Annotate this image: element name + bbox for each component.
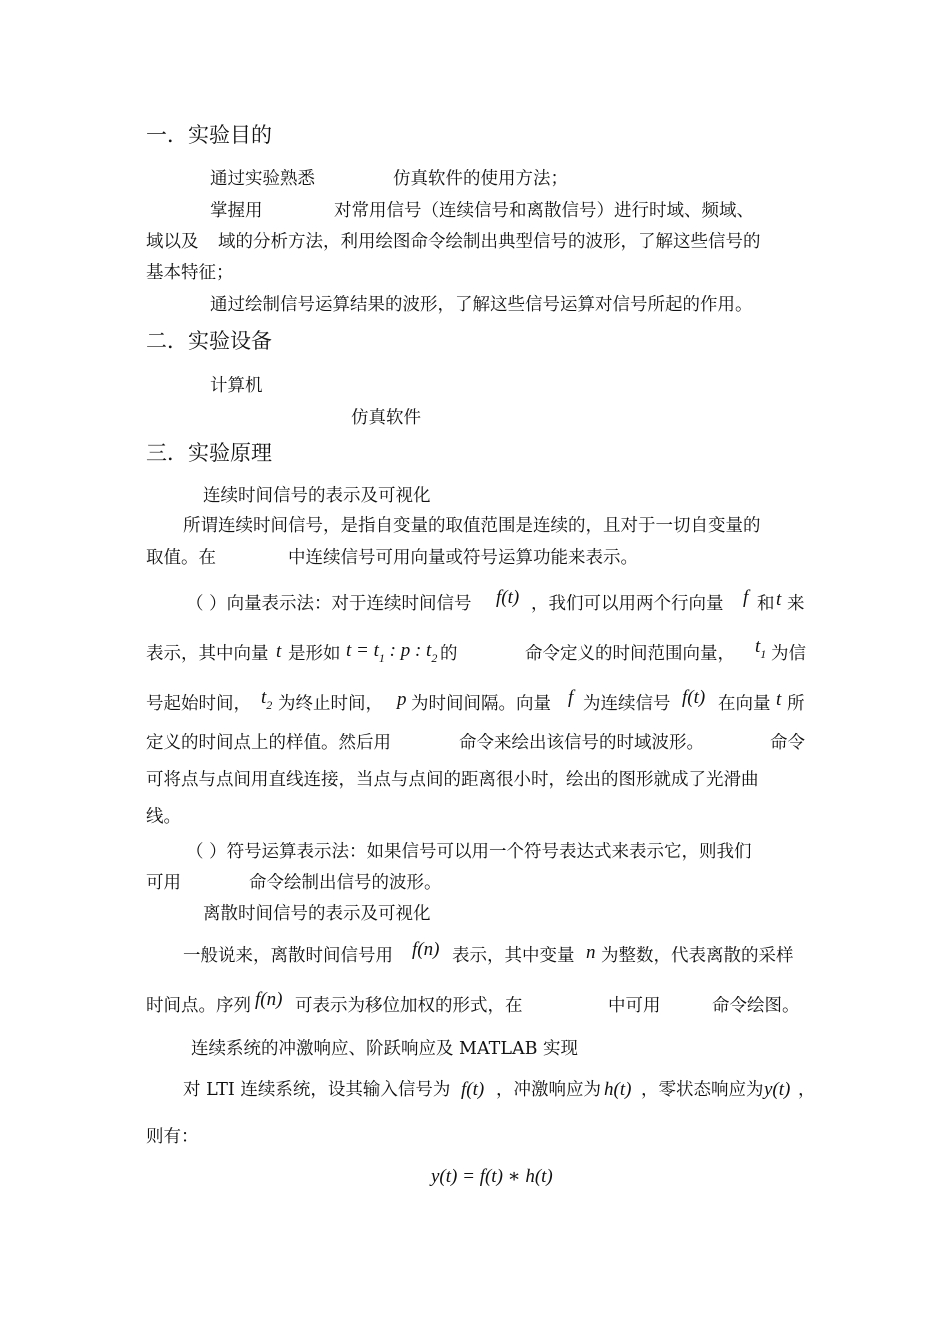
text-line: 基本特征；: [146, 263, 234, 283]
text-line: 命令绘制出信号的波形。: [249, 873, 442, 893]
heading-equipment: 二．实验设备: [146, 329, 272, 353]
text-line: 中连续信号可用向量或符号运算功能来表示。: [288, 548, 638, 568]
text-line: 为整数，代表离散的采样: [601, 946, 794, 966]
text-line: 所谓连续时间信号，是指自变量的取值范围是连续的，且对于一切自变量的: [183, 516, 761, 536]
text-line: 仿真软件的使用方法；: [393, 169, 568, 189]
text-line: 命令定义的时间范围向量，: [525, 644, 735, 664]
text-line: 表示，其中变量: [452, 946, 575, 966]
math-p: p: [397, 689, 407, 710]
heading-objective: 一．实验目的: [146, 123, 272, 147]
text-line: 线。: [146, 807, 181, 827]
text-line: 命令绘图。: [712, 996, 800, 1016]
text-line: 一般说来，离散时间信号用: [183, 946, 393, 966]
math-f: f: [568, 687, 574, 708]
text-line: 定义的时间点上的样值。然后用: [146, 733, 391, 753]
text-line: 可表示为移位加权的形式，在: [295, 996, 523, 1016]
text-line: 则有：: [146, 1127, 199, 1147]
text-line: （ ）向量表示法：对于连续时间信号: [186, 594, 472, 614]
text-line: 中可用: [608, 996, 661, 1016]
subheading: 连续时间信号的表示及可视化: [203, 486, 431, 506]
text-line: ，零状态响应为: [641, 1080, 764, 1100]
convolution-equation: y(t) = f(t) ∗ h(t): [431, 1166, 553, 1187]
text-line: 命令来绘出该信号的时域波形。: [459, 733, 704, 753]
text-line: ，我们可以用两个行向量: [531, 594, 724, 614]
text-line: 为连续信号: [583, 694, 671, 714]
text-line: 对 LTI 连续系统，设其输入信号为: [183, 1080, 451, 1100]
text-line: 时间点。序列: [146, 996, 251, 1016]
math-n: n: [586, 942, 596, 963]
math-t: t: [776, 689, 782, 710]
math-t: t: [276, 641, 282, 662]
text-line: 域以及: [146, 232, 199, 252]
math-f: f: [743, 587, 749, 608]
text-line: ，: [798, 1080, 816, 1100]
text-line: 掌握用: [210, 201, 263, 221]
text-line: 命令: [770, 733, 805, 753]
text-line: 号起始时间，: [146, 694, 251, 714]
text-line: 所: [787, 694, 805, 714]
text-line: ，冲激响应为: [496, 1080, 601, 1100]
text-line: 域的分析方法，利用绘图命令绘制出典型信号的波形，了解这些信号的: [218, 232, 761, 252]
subheading: 离散时间信号的表示及可视化: [203, 904, 431, 924]
math-t2: $t_2$: [261, 687, 273, 712]
text-line: 可将点与点间用直线连接，当点与点间的距离很小时，绘出的图形就成了光滑曲: [146, 770, 759, 790]
text-line: 的: [440, 644, 458, 664]
subheading: 连续系统的冲激响应、阶跃响应及 MATLAB 实现: [191, 1039, 579, 1059]
math-ht: h(t): [604, 1079, 632, 1100]
math-ft: f(t): [461, 1079, 485, 1100]
equipment-item: 仿真软件: [351, 408, 421, 428]
math-fn: f(n): [412, 939, 440, 960]
heading-principle: 三．实验原理: [146, 441, 272, 465]
math-yt: y(t): [764, 1079, 791, 1100]
text-line: 通过实验熟悉: [210, 169, 315, 189]
math-fn: f(n): [255, 989, 283, 1010]
text-line: 为时间间隔。向量: [411, 694, 551, 714]
text-line: 表示，其中向量: [146, 644, 269, 664]
text-line: （ ）符号运算表示法：如果信号可以用一个符号表达式来表示它，则我们: [186, 842, 752, 862]
text-line: 和: [757, 594, 775, 614]
text-line: 取值。在: [146, 548, 216, 568]
math-ft: f(t): [682, 687, 706, 708]
text-line: 对常用信号（连续信号和离散信号）进行时域、频域、: [334, 201, 754, 221]
text-line: 为终止时间，: [278, 694, 383, 714]
math-ft: f(t): [496, 587, 520, 608]
equipment-item: 计算机: [210, 376, 263, 396]
math-t: t: [776, 589, 782, 610]
text-line: 为信: [771, 644, 806, 664]
math-range: $t = t_1$ : p : $t_2$: [346, 640, 438, 665]
text-line: 通过绘制信号运算结果的波形，了解这些信号运算对信号所起的作用。: [210, 295, 753, 315]
math-t1: $t_1$: [755, 636, 767, 661]
text-line: 来: [787, 594, 805, 614]
text-line: 在向量: [718, 694, 771, 714]
text-line: 是形如: [288, 644, 341, 664]
text-line: 可用: [146, 873, 181, 893]
